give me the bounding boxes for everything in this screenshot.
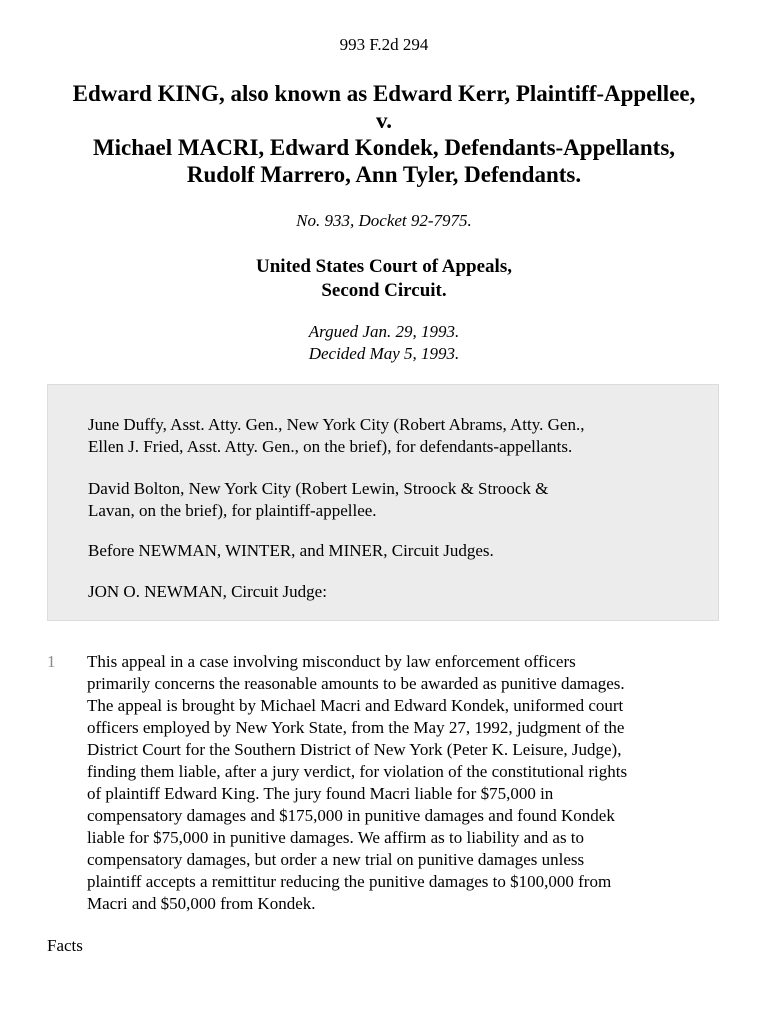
paragraph-line: District Court for the Southern District of New York (Peter K. Leisure, Judge), [87,740,622,759]
paragraph-number: 1 [47,652,56,671]
paragraph-line: Macri and $50,000 from Kondek. [87,894,316,913]
opinion-paragraph [87,651,727,915]
case-caption [0,80,768,188]
paragraph-line: This appeal in a case involving misconduct by law enforcement officers [87,652,576,671]
section-heading-facts: Facts [47,936,83,955]
paragraph-line: The appeal is brought by Michael Macri and Edward Kondek, uniformed court [87,696,624,715]
paragraph-line: of plaintiff Edward King. The jury found Macri liable for $75,000 in [87,784,554,803]
docket-number: No. 933, Docket 92-7975. [296,211,472,230]
decided-date: Decided May 5, 1993. [308,344,460,363]
court-name-line1: United States Court of Appeals, [256,256,512,277]
opinion-author: JON O. NEWMAN, Circuit Judge: [88,582,327,601]
counsel-appellants-line1: June Duffy, Asst. Atty. Gen., New York City (Robert Abrams, Atty. Gen., [88,415,585,434]
caption-versus: v. [376,108,392,133]
paragraph-line: compensatory damages and $175,000 in punitive damages and found Kondek [87,806,615,825]
counsel-appellee-line2: Lavan, on the brief), for plaintiff-appellee. [88,501,377,520]
counsel-appellants-line2: Ellen J. Fried, Asst. Atty. Gen., on the brief), for defendants-appellants. [88,437,573,456]
paragraph-line: liable for $75,000 in punitive damages. We affirm as to liability and as to [87,828,585,847]
case-citation: 993 F.2d 294 [339,35,429,54]
caption-defendants-appellants: Michael MACRI, Edward Kondek, Defendants-Appellants, [92,135,676,160]
caption-defendants: Rudolf Marrero, Ann Tyler, Defendants. [186,162,582,187]
counsel-box [47,384,719,621]
court-name-line2: Second Circuit. [321,280,447,301]
court-name [0,255,768,303]
paragraph-line: primarily concerns the reasonable amounts to be awarded as punitive damages. [87,674,625,693]
argued-date: Argued Jan. 29, 1993. [308,322,460,341]
caption-plaintiff: Edward KING, also known as Edward Kerr, Plaintiff-Appellee, [72,81,696,106]
panel-judges: Before NEWMAN, WINTER, and MINER, Circuit Judges. [88,541,494,560]
paragraph-line: compensatory damages, but order a new trial on punitive damages unless [87,850,585,869]
counsel-appellee-line1: David Bolton, New York City (Robert Lewin, Stroock & Stroock & [88,479,549,498]
paragraph-line: plaintiff accepts a remittitur reducing the punitive damages to $100,000 from [87,872,612,891]
paragraph-line: officers employed by New York State, from the May 27, 1992, judgment of the [87,718,625,737]
decision-dates [0,321,768,365]
paragraph-line: finding them liable, after a jury verdict, for violation of the constitutional rights [87,762,628,781]
